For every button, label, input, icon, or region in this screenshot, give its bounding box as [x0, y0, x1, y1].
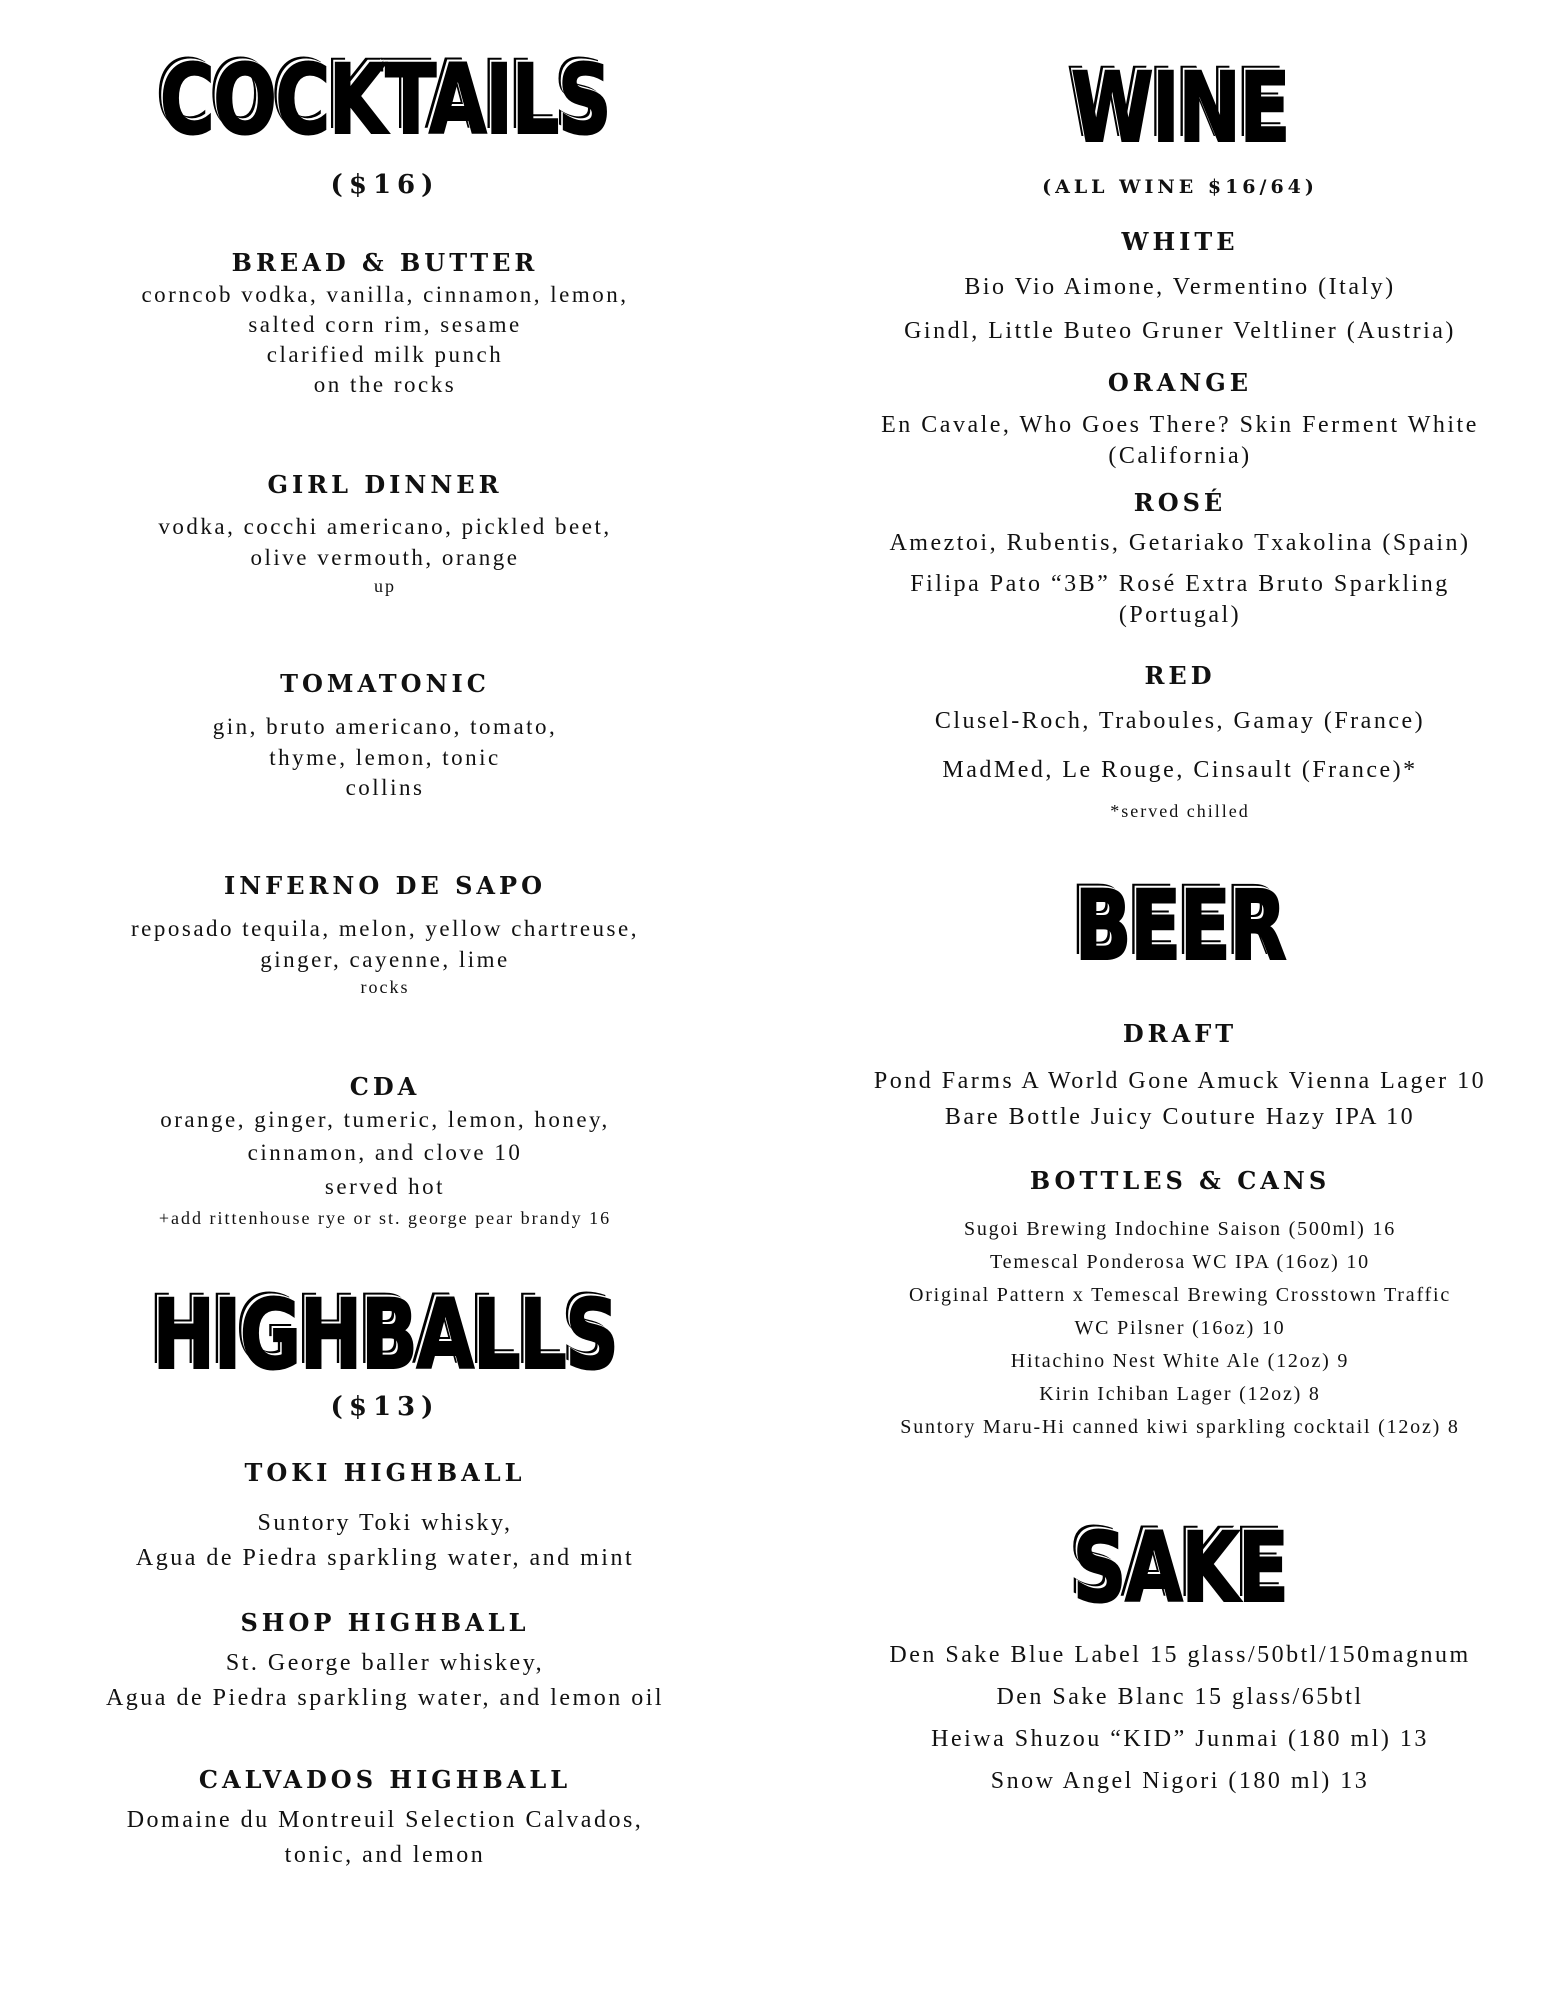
beer-heading-bottles: BOTTLES & CANS [1029, 1166, 1331, 1195]
cocktail-name-cda: CDA [349, 1072, 421, 1101]
wine-price: (ALL WINE $16/64) [1042, 176, 1318, 198]
wine-item: MadMed, Le Rouge, Cinsault (France)* [942, 757, 1418, 783]
wine-item: Bio Vio Aimone, Vermentino (Italy) [964, 274, 1396, 300]
cocktail-desc-line: clarified milk punch [266, 342, 504, 367]
cocktail-desc-line: salted corn rim, sesame [248, 312, 522, 337]
beer-item: Suntory Maru-Hi canned kiwi sparkling cocktail (12oz) 8 [900, 1416, 1460, 1438]
cocktails-price: ($16) [330, 170, 440, 200]
beer-title: BEER [1074, 870, 1286, 982]
highball-name-calvados: CALVADOS HIGHBALL [198, 1765, 572, 1794]
cocktail-serve: rocks [360, 977, 410, 997]
highball-desc-line: tonic, and lemon [284, 1842, 486, 1868]
highball-desc-line: Domaine du Montreuil Selection Calvados, [126, 1807, 644, 1833]
beer-item: Kirin Ichiban Lager (12oz) 8 [1039, 1383, 1321, 1405]
sake-item: Snow Angel Nigori (180 ml) 13 [990, 1768, 1370, 1794]
cocktail-name-inferno-de-sapo: INFERNO DE SAPO [223, 871, 546, 900]
wine-heading-white: WHITE [1121, 227, 1239, 256]
wine-heading-red: RED [1144, 661, 1216, 690]
cocktail-desc-line: reposado tequila, melon, yellow chartreuse, [131, 916, 639, 941]
highball-name-toki: TOKI HIGHBALL [244, 1458, 526, 1487]
sake-item: Den Sake Blue Label 15 glass/50btl/150magnum [889, 1642, 1471, 1668]
wine-item: Ameztoi, Rubentis, Getariako Txakolina (Spain) [889, 530, 1471, 556]
wine-heading-rose: ROSÉ [1133, 488, 1227, 517]
cocktail-desc-line: gin, bruto americano, tomato, [212, 714, 558, 739]
beer-item: Sugoi Brewing Indochine Saison (500ml) 16 [963, 1218, 1397, 1240]
cocktail-desc-line: vodka, cocchi americano, pickled beet, [158, 514, 612, 539]
highball-desc-line: Agua de Piedra sparkling water, and lemon oil [105, 1685, 665, 1711]
sake-item: Den Sake Blanc 15 glass/65btl [996, 1684, 1364, 1710]
highballs-price: ($13) [330, 1392, 440, 1422]
beer-item: WC Pilsner (16oz) 10 [1074, 1317, 1286, 1339]
cocktail-desc-line: orange, ginger, tumeric, lemon, honey, [160, 1107, 610, 1132]
wine-heading-orange: ORANGE [1107, 368, 1253, 397]
wine-item: Filipa Pato “3B” Rosé Extra Bruto Sparkling [910, 571, 1450, 597]
beer-item: Bare Bottle Juicy Couture Hazy IPA 10 [944, 1104, 1416, 1130]
sake-item: Heiwa Shuzou “KID” Junmai (180 ml) 13 [931, 1726, 1429, 1752]
highball-desc-line: Agua de Piedra sparkling water, and mint [135, 1545, 635, 1571]
highballs-title: HIGHBALLS [152, 1279, 618, 1391]
wine-item: Clusel-Roch, Traboules, Gamay (France) [934, 708, 1426, 734]
wine-item: En Cavale, Who Goes There? Skin Ferment White [881, 412, 1479, 438]
beer-heading-draft: DRAFT [1122, 1019, 1238, 1048]
beer-item: Temescal Ponderosa WC IPA (16oz) 10 [990, 1251, 1370, 1273]
cocktail-name-bread-butter: BREAD & BUTTER [231, 248, 539, 277]
cocktail-desc-line: served hot [324, 1174, 446, 1199]
wine-item: (Portugal) [1118, 602, 1242, 628]
cocktail-addon: +add rittenhouse rye or st. george pear brandy 16 [158, 1208, 612, 1228]
cocktail-desc-line: cinnamon, and clove 10 [247, 1140, 523, 1165]
wine-item: Gindl, Little Buteo Gruner Veltliner (Austria) [904, 318, 1456, 344]
wine-red-note: *served chilled [1110, 801, 1250, 821]
beer-item: Hitachino Nest White Ale (12oz) 9 [1010, 1350, 1350, 1372]
wine-title: WINE [1070, 52, 1290, 164]
cocktail-desc-line: on the rocks [313, 372, 457, 397]
cocktail-serve: up [374, 576, 396, 596]
cocktail-desc-line: ginger, cayenne, lime [260, 947, 510, 972]
beer-item: Pond Farms A World Gone Amuck Vienna Lager 10 [873, 1068, 1487, 1094]
sake-title: SAKE [1072, 1512, 1288, 1624]
cocktail-desc-line: corncob vodka, vanilla, cinnamon, lemon, [141, 282, 629, 307]
cocktail-name-tomatonic: TOMATONIC [280, 669, 490, 698]
wine-item: (California) [1108, 443, 1252, 469]
beer-item: Original Pattern x Temescal Brewing Crosstown Traffic [908, 1284, 1452, 1306]
cocktail-desc-line: thyme, lemon, tonic [269, 745, 501, 770]
highball-name-shop: SHOP HIGHBALL [240, 1608, 530, 1637]
cocktails-title: COCKTAILS [159, 44, 611, 156]
highball-desc-line: Suntory Toki whisky, [257, 1510, 513, 1536]
cocktail-name-girl-dinner: GIRL DINNER [267, 470, 503, 499]
cocktail-serve: collins [345, 775, 425, 800]
cocktail-desc-line: olive vermouth, orange [250, 545, 520, 570]
highball-desc-line: St. George baller whiskey, [225, 1650, 545, 1676]
